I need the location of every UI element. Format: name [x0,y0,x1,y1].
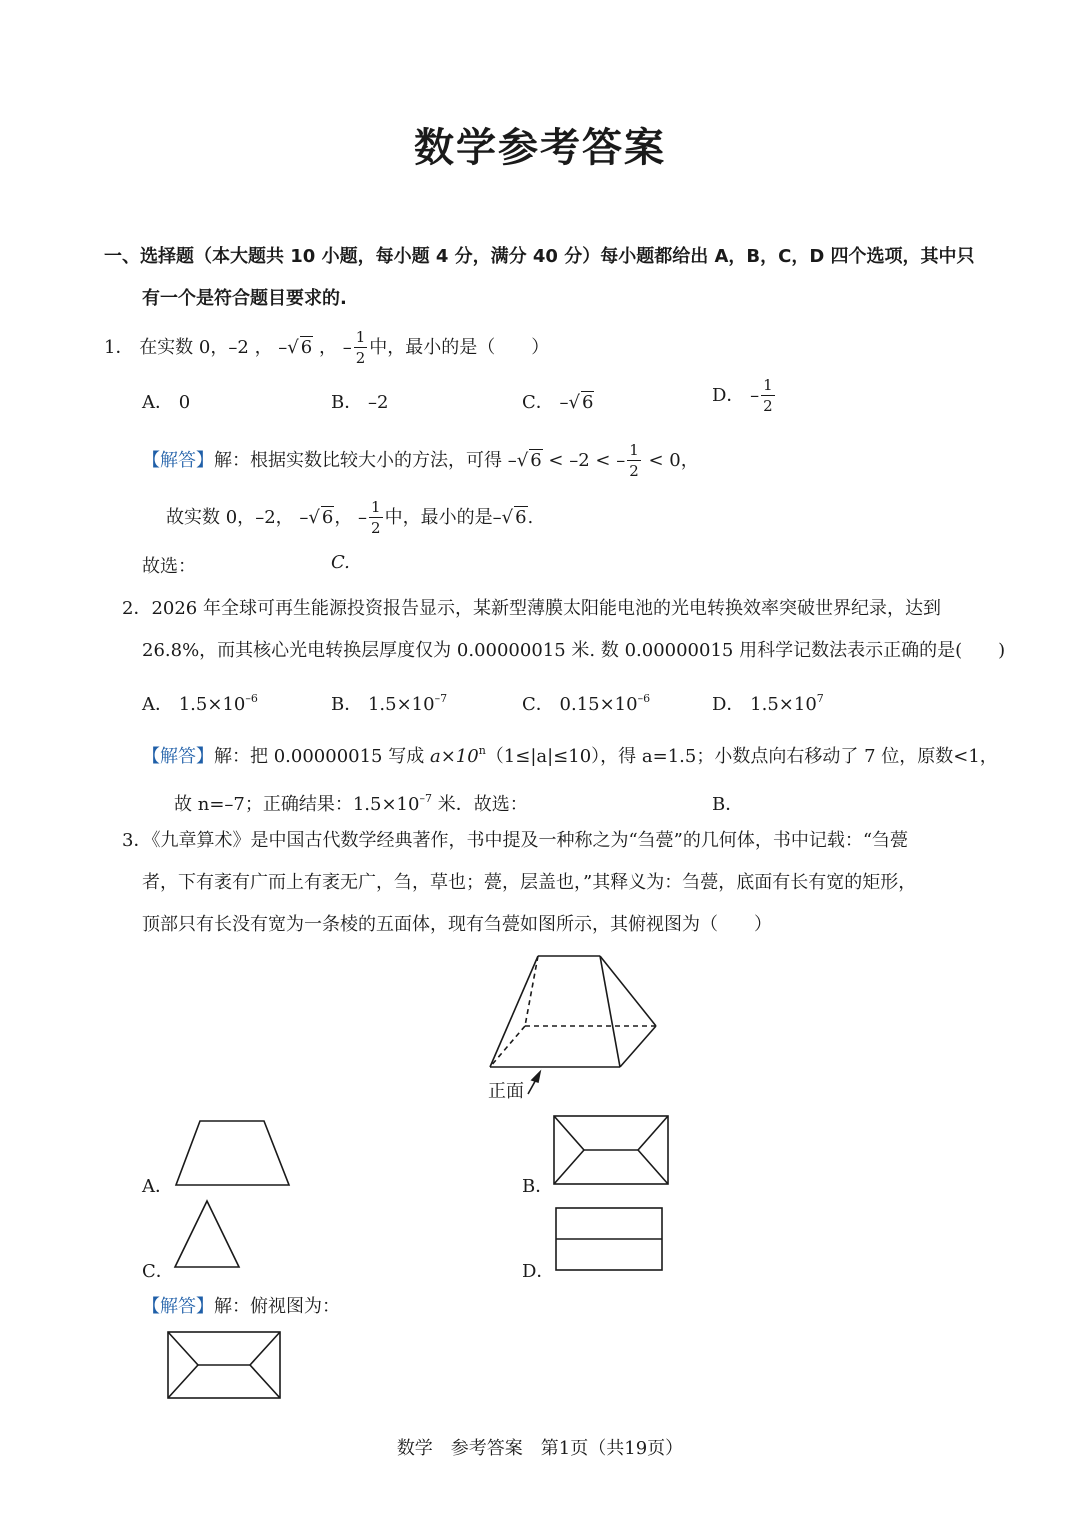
stem-text: 在实数 0， [139,337,229,358]
option-d: D． $1.5\times 10^7$ [712,692,824,715]
section-heading: 一、选择题（本大题共 10 小题，每小题 4 分，满分 40 分）每小题都给出 A，B，C，D 四个选项，其中只 [104,246,975,267]
option-a-trapezoid [172,1118,294,1190]
option-d-rectangle [554,1206,666,1272]
option-a-label: A． [142,1176,173,1197]
page-title: 数学参考答案 [414,124,666,171]
option-c: C． –√ 6 [522,392,594,413]
front-label: 正面 [488,1081,524,1102]
answer-tag: 【解答】 [142,450,214,471]
arrow-icon [528,1072,540,1094]
option-c-triangle [172,1198,244,1272]
fraction-half: $\frac{1}{2}$ [355,328,366,367]
question-2-stem: 2．2026 年全球可再生能源投资报告显示，某新型薄膜太阳能电池的光电转换效率突破世界纪录，达到 [122,598,941,619]
section-heading-cont: 有一个是符合题目要求的. [142,288,347,309]
question-2-stem-cont: 26.8%，而其核心光电转换层厚度仅为 0.00000015 米. 数 0.00000015 用科学记数法表示正确的是( ) [142,640,1006,661]
stem-text: 中，最小的是（ ） [369,337,550,358]
option-c-label: C． [142,1261,174,1282]
option-b: B． –2 [331,392,389,413]
option-c: C． $0.15\times 10^{-6}$ [522,692,651,715]
page-footer: 数学 参考答案 第1页（共19页） [396,1438,684,1459]
answer-tag: 【解答】 [142,746,214,767]
question-1-stem: 1． 在实数 0，–2 ， –√ 6 ， – $\frac{1}{2}$ 中，最小的是（ ） [104,328,550,367]
question-number: 1． [104,337,134,358]
option-b-label: B． [522,1176,554,1197]
question-3-stem-cont: 者，下有袤有广而上有袤无广，刍，草也；甍，层盖也，”其释义为：刍甍，底面有长有宽的矩形， [142,872,917,893]
option-a: A． $1.5\times 10^{-6}$ [142,692,258,715]
choose-label: 故选： [142,556,196,577]
option-b: B． $1.5\times 10^{-7}$ [331,692,448,715]
pentahedron-figure [480,950,670,1095]
answer-tag: 【解答】 [142,1296,214,1317]
solution-3: 【解答】解：俯视图为： [142,1296,340,1317]
solution-3-topview [166,1330,284,1402]
neg-sqrt6: –√ 6 [278,337,313,358]
option-d-label: D． [522,1261,555,1282]
solution-1-line1: 【解答】解：根据实数比较大小的方法，可得 –√ 6 < –2 < – $\frac{1}{2}$ < 0， [142,441,699,480]
solution-1-line2: 故实数 0，–2， –√ 6， – $\frac{1}{2}$ 中，最小的是–√ 6. [166,498,534,537]
option-b-topview [552,1114,672,1188]
solution-2-line2: 故 n=–7；正确结果：$1.5\times 10^{-7}$ 米．故选： [174,792,528,815]
option-d: D． – $\frac{1}{2}$ [712,376,773,415]
solution-2-line1: 【解答】解：把 0.00000015 写成 $a\times 10^n(1\le|a|\le 10)$，得 a=1.5；小数点向右移动了 7 位，原数<1， [142,744,998,767]
question-3-stem-cont: 顶部只有长没有宽为一条棱的五面体，现有刍甍如图所示，其俯视图为（ ） [142,914,772,935]
option-a: A． 0 [142,392,191,413]
question-3-stem: 3．《九章算术》是中国古代数学经典著作，书中提及一种称之为“刍甍”的几何体，书中记载：“刍甍 [122,830,909,851]
solution-2-answer: B． [712,794,744,815]
choose-answer: C. [331,552,350,573]
